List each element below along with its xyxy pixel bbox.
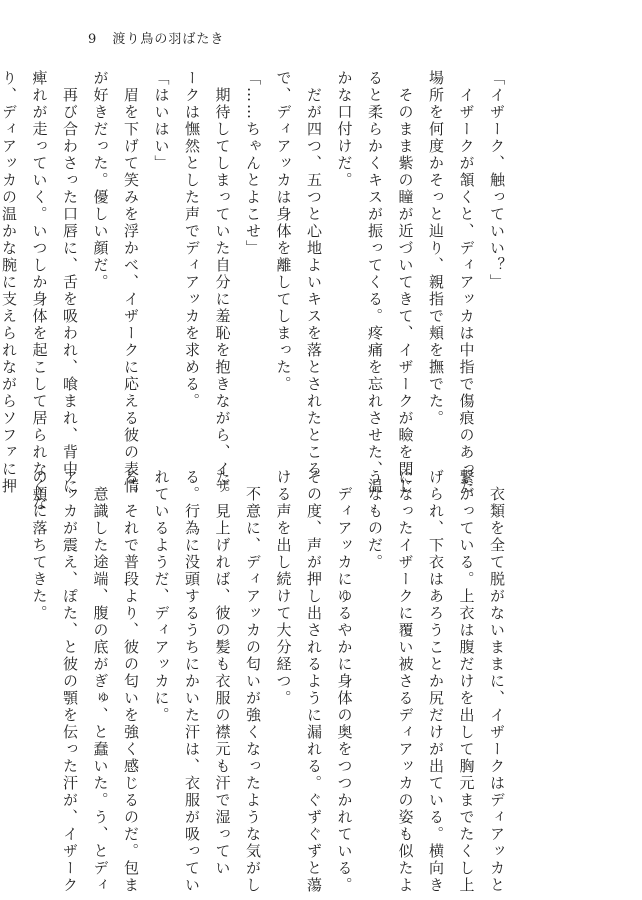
text-line: た。見上げれば、彼の髪も衣服の襟元も汗で湿ってい [213,469,232,877]
text-line: 「はいはい」 [152,70,171,172]
text-line: そのまま紫の瞳が近づいてきて、イザークが瞼を閉じ [396,70,415,495]
book-title: 渡り鳥の羽ばたき [112,32,225,47]
text-line: アッカが震え、ぽた、と彼の顎を伝った汗が、イザーク [61,469,79,894]
lower-text-block [24,469,512,894]
page-number: 9 [88,32,98,47]
text-line: 再び合わさった口唇に、舌を吸われ、喰まれ、背中に [61,70,79,495]
text-line: その度、声が押し出されるように漏れる。ぐずぐずと蕩 [305,469,323,894]
text-line: 場所を何度かそっと辿り、親指で頬を撫でた。 [427,70,445,427]
text-line: ディアッカにゆるやかに身体の奥をつつかれている。 [335,469,354,894]
text-line: ークは憮然とした声でディアッカを求める。 [183,70,201,410]
text-line: 「……ちゃんとよこせ」 [244,70,262,257]
text-line: が好きだった。優しい顔だ。 [91,70,110,291]
text-line: 意識した途端、腹の底がぎゅ、と蠢いた。う、とディ [91,469,110,894]
text-line: 「イザーク、触っていい？」 [488,70,506,291]
text-line: になったイザークに覆い被さるディアッカの姿も似たよ [396,469,415,894]
text-line: る。行為に没頭するうちにかいた汗は、衣服が吸ってい [183,469,201,894]
text-line: うなものだ。 [366,469,384,571]
text-line: かな口付けだ。 [335,70,354,189]
text-line: イザークが頷くと、ディアッカは中指で傷痕のあった [457,70,476,495]
text-line: 不意に、ディアッカの匂いが強くなったような気がし [244,469,262,894]
text-line: ける声を出し続けて大分経つ。 [274,469,293,707]
text-line: 期待してしまっていた自分に羞恥を抱きながら、イザ [213,70,232,495]
text-line: の頬に落ちてきた。 [30,469,49,622]
text-line: り、ディアッカの温かな腕に支えられながらソファに押 [0,70,18,495]
text-line: る。それで普段より、彼の匂いを強く感じるのだ。包ま [122,469,140,894]
running-header [88,28,224,47]
text-line: 繋がっている。上衣は腹だけを出して胸元までたくし上 [457,469,476,894]
text-line: ると柔らかくキスが振ってくる。疼痛を忘れさせた、温 [366,70,384,495]
text-line: だが四つ、五つと心地よいキスを落とされたところ [305,70,323,478]
text-line: 眉を下げて笑みを浮かべ、イザークに応える彼の表情 [122,70,140,495]
upper-text-block [0,70,512,512]
text-line: 痺れが走っていく。いつしか身体を起こして居られなくな [30,70,49,512]
text-line: れているようだ、ディアッカに。 [152,469,171,724]
text-line: げられ、下衣はあろうことか尻だけが出ている。横向き [427,469,445,894]
text-line: 衣類を全て脱がないままに、イザークはディアッカと [488,469,506,894]
text-line: で、ディアッカは身体を離してしまった。 [274,70,293,393]
